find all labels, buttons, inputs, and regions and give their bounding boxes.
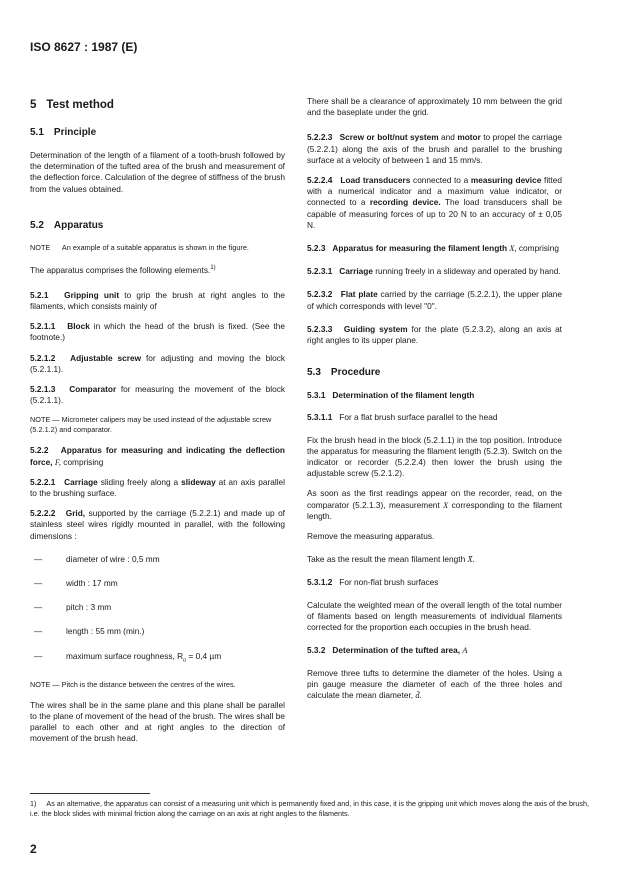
procedure-p3: Remove the measuring apparatus. — [307, 531, 435, 542]
clause-5-2-2-3: 5.2.2.3 Screw or bolt/nut system and motor to propel the carriage (5.2.2.1) along the axis of the brush and parallel to the brushing surface at a velocity of between 1 and 15 mm/s. — [307, 132, 562, 165]
clause-5-3-1-heading: 5.3.1 Determination of the filament length — [307, 390, 475, 401]
principle-text: Determination of the length of a filament of a tooth-brush followed by the determination of the tufted area of the brush and measurement of the deflection force. Calculation of the degree of stiffness of the brush from the values obtained. — [30, 150, 285, 194]
clause-5-2-3-1: 5.2.3.1 Carriage running freely in a slideway and operated by hand. — [307, 266, 561, 277]
clause-5-3-1-1-heading: 5.3.1.1 For a flat brush surface parallel to the head — [307, 412, 498, 423]
footnote-ref[interactable]: 1) — [210, 264, 216, 271]
section-5-heading: 5 Test method — [30, 99, 114, 111]
clause-5-3-1-2-heading: 5.3.1.2 For non-flat brush surfaces — [307, 577, 439, 588]
footnote-divider — [30, 793, 150, 794]
clause-5-2-2-2: 5.2.2.2 Grid, supported by the carriage (5.2.2.1) and made up of stainless steel wires rigidly mounted in parallel, with the following dimensions : — [30, 508, 285, 541]
clause-5-2-3-3: 5.2.3.3 Guiding system for the plate (5.2.3.2), along an axis at right angles to its upper plane. — [307, 323, 562, 346]
clause-5-2-1-2: 5.2.1.2 Adjustable screw for adjusting and moving the block (5.2.1.1). — [30, 352, 286, 374]
clause-5-2-2-1: 5.2.2.1 Carriage sliding freely along a slideway at an axis parallel to the brushing surface. — [30, 476, 285, 499]
list-item: — length : 55 mm (min.) — [34, 626, 145, 637]
list-item: — diameter of wire : 0,5 mm — [34, 553, 160, 564]
procedure-p2: As soon as the first readings appear on the recorder, read, on the comparator (5.2.1.3), measurement X corresponding to the filament length. — [307, 488, 562, 521]
procedure-p5: Calculate the weighted mean of the overall length of the total number of filaments based on length measurements of individual filaments corrected for the proportion each occupies in the brush head. — [307, 599, 562, 633]
grid-dimensions-list — [30, 554, 285, 667]
procedure-p4: Take as the result the mean filament length X̄. — [307, 554, 475, 565]
clearance-text: There shall be a clearance of approximately 10 mm between the grid and the baseplate under the grid. — [307, 96, 562, 118]
note-micrometer: NOTE — Micrometer calipers may be used instead of the adjustable screw (5.2.1.2) and comparator. — [30, 415, 272, 435]
clause-5-3-2-heading: 5.3.2 Determination of the tufted area, A — [307, 645, 468, 656]
list-item: — maximum surface roughness, $R_a = 0,4$ µm — [34, 650, 222, 664]
list-item: — pitch : 3 mm — [34, 602, 112, 613]
section-5-3-heading: 5.3 Procedure — [307, 367, 381, 379]
procedure-p1: Fix the brush head in the block (5.2.1.1) in the top position. Introduce the apparatus for measuring the filament length (5.2.3). Switch on the indicator or recorder (5.2.2.4) then lower the brush using the adjustable screw (5.2.1.2). — [307, 434, 562, 479]
list-item: — width : 17 mm — [34, 578, 118, 589]
apparatus-intro: The apparatus comprises the following elements.$^{1)}$ — [30, 264, 216, 275]
clause-5-2-2: 5.2.2 Apparatus for measuring and indicating the deflection force, F, comprising — [30, 445, 285, 467]
clause-5-2-3: 5.2.3 Apparatus for measuring the filament length X, comprising — [307, 243, 560, 254]
clause-5-2-1-1: 5.2.1.1 Block in which the head of the brush is fixed. (See the footnote.) — [30, 321, 286, 343]
wires-text: The wires shall be in the same plane and this plane shall be parallel to the plane of movement of the head of the brush. The wires shall be parallel to each other and at right angles to the direction of movement of the brush head. — [30, 699, 285, 744]
page-number: 2 — [30, 842, 37, 856]
clause-5-2-1-3: 5.2.1.3 Comparator for measuring the movement of the block (5.2.1.1). — [30, 384, 285, 406]
procedure-p6: Remove three tufts to determine the diameter of the holes. Using a pin gauge measure the diameter of each of the three holes and calculate the mean diameter, d̄. — [307, 667, 562, 700]
document-header: ISO 8627 : 1987 (E) — [30, 40, 138, 54]
clause-5-2-3-2: 5.2.3.2 Flat plate carried by the carriage (5.2.2.1), the upper plane of which corresponds with level "0". — [307, 289, 562, 311]
note-apparatus: NOTE An example of a suitable apparatus is shown in the figure. — [30, 242, 249, 252]
note-pitch: NOTE — Pitch is the distance between the centres of the wires. — [30, 679, 236, 689]
left-column — [30, 98, 285, 753]
section-5-1-heading: 5.1 Principle — [30, 127, 97, 138]
section-5-2-heading: 5.2 Apparatus — [30, 219, 104, 231]
right-column — [307, 96, 562, 710]
clause-5-2-1: 5.2.1 Gripping unit to grip the brush at right angles to the filaments, which consists mainly of — [30, 289, 285, 311]
footnote: 1) As an alternative, the apparatus can consist of a measuring unit which is permanently fixed and, in this case, it is the gripping unit which moves along the axis of the brush, i.e. the block slides with minimal friction along the carriage on an axis at right angles to the filaments. — [30, 799, 589, 818]
clause-5-2-2-4: 5.2.2.4 Load transducers connected to a measuring device fitted with a numerical indicator and a maximum value indicator, or connected to a recording device. The load transducers shall be capable of measuring forces of up to 20 N to an accuracy of ± 0,05 N. — [307, 175, 562, 230]
